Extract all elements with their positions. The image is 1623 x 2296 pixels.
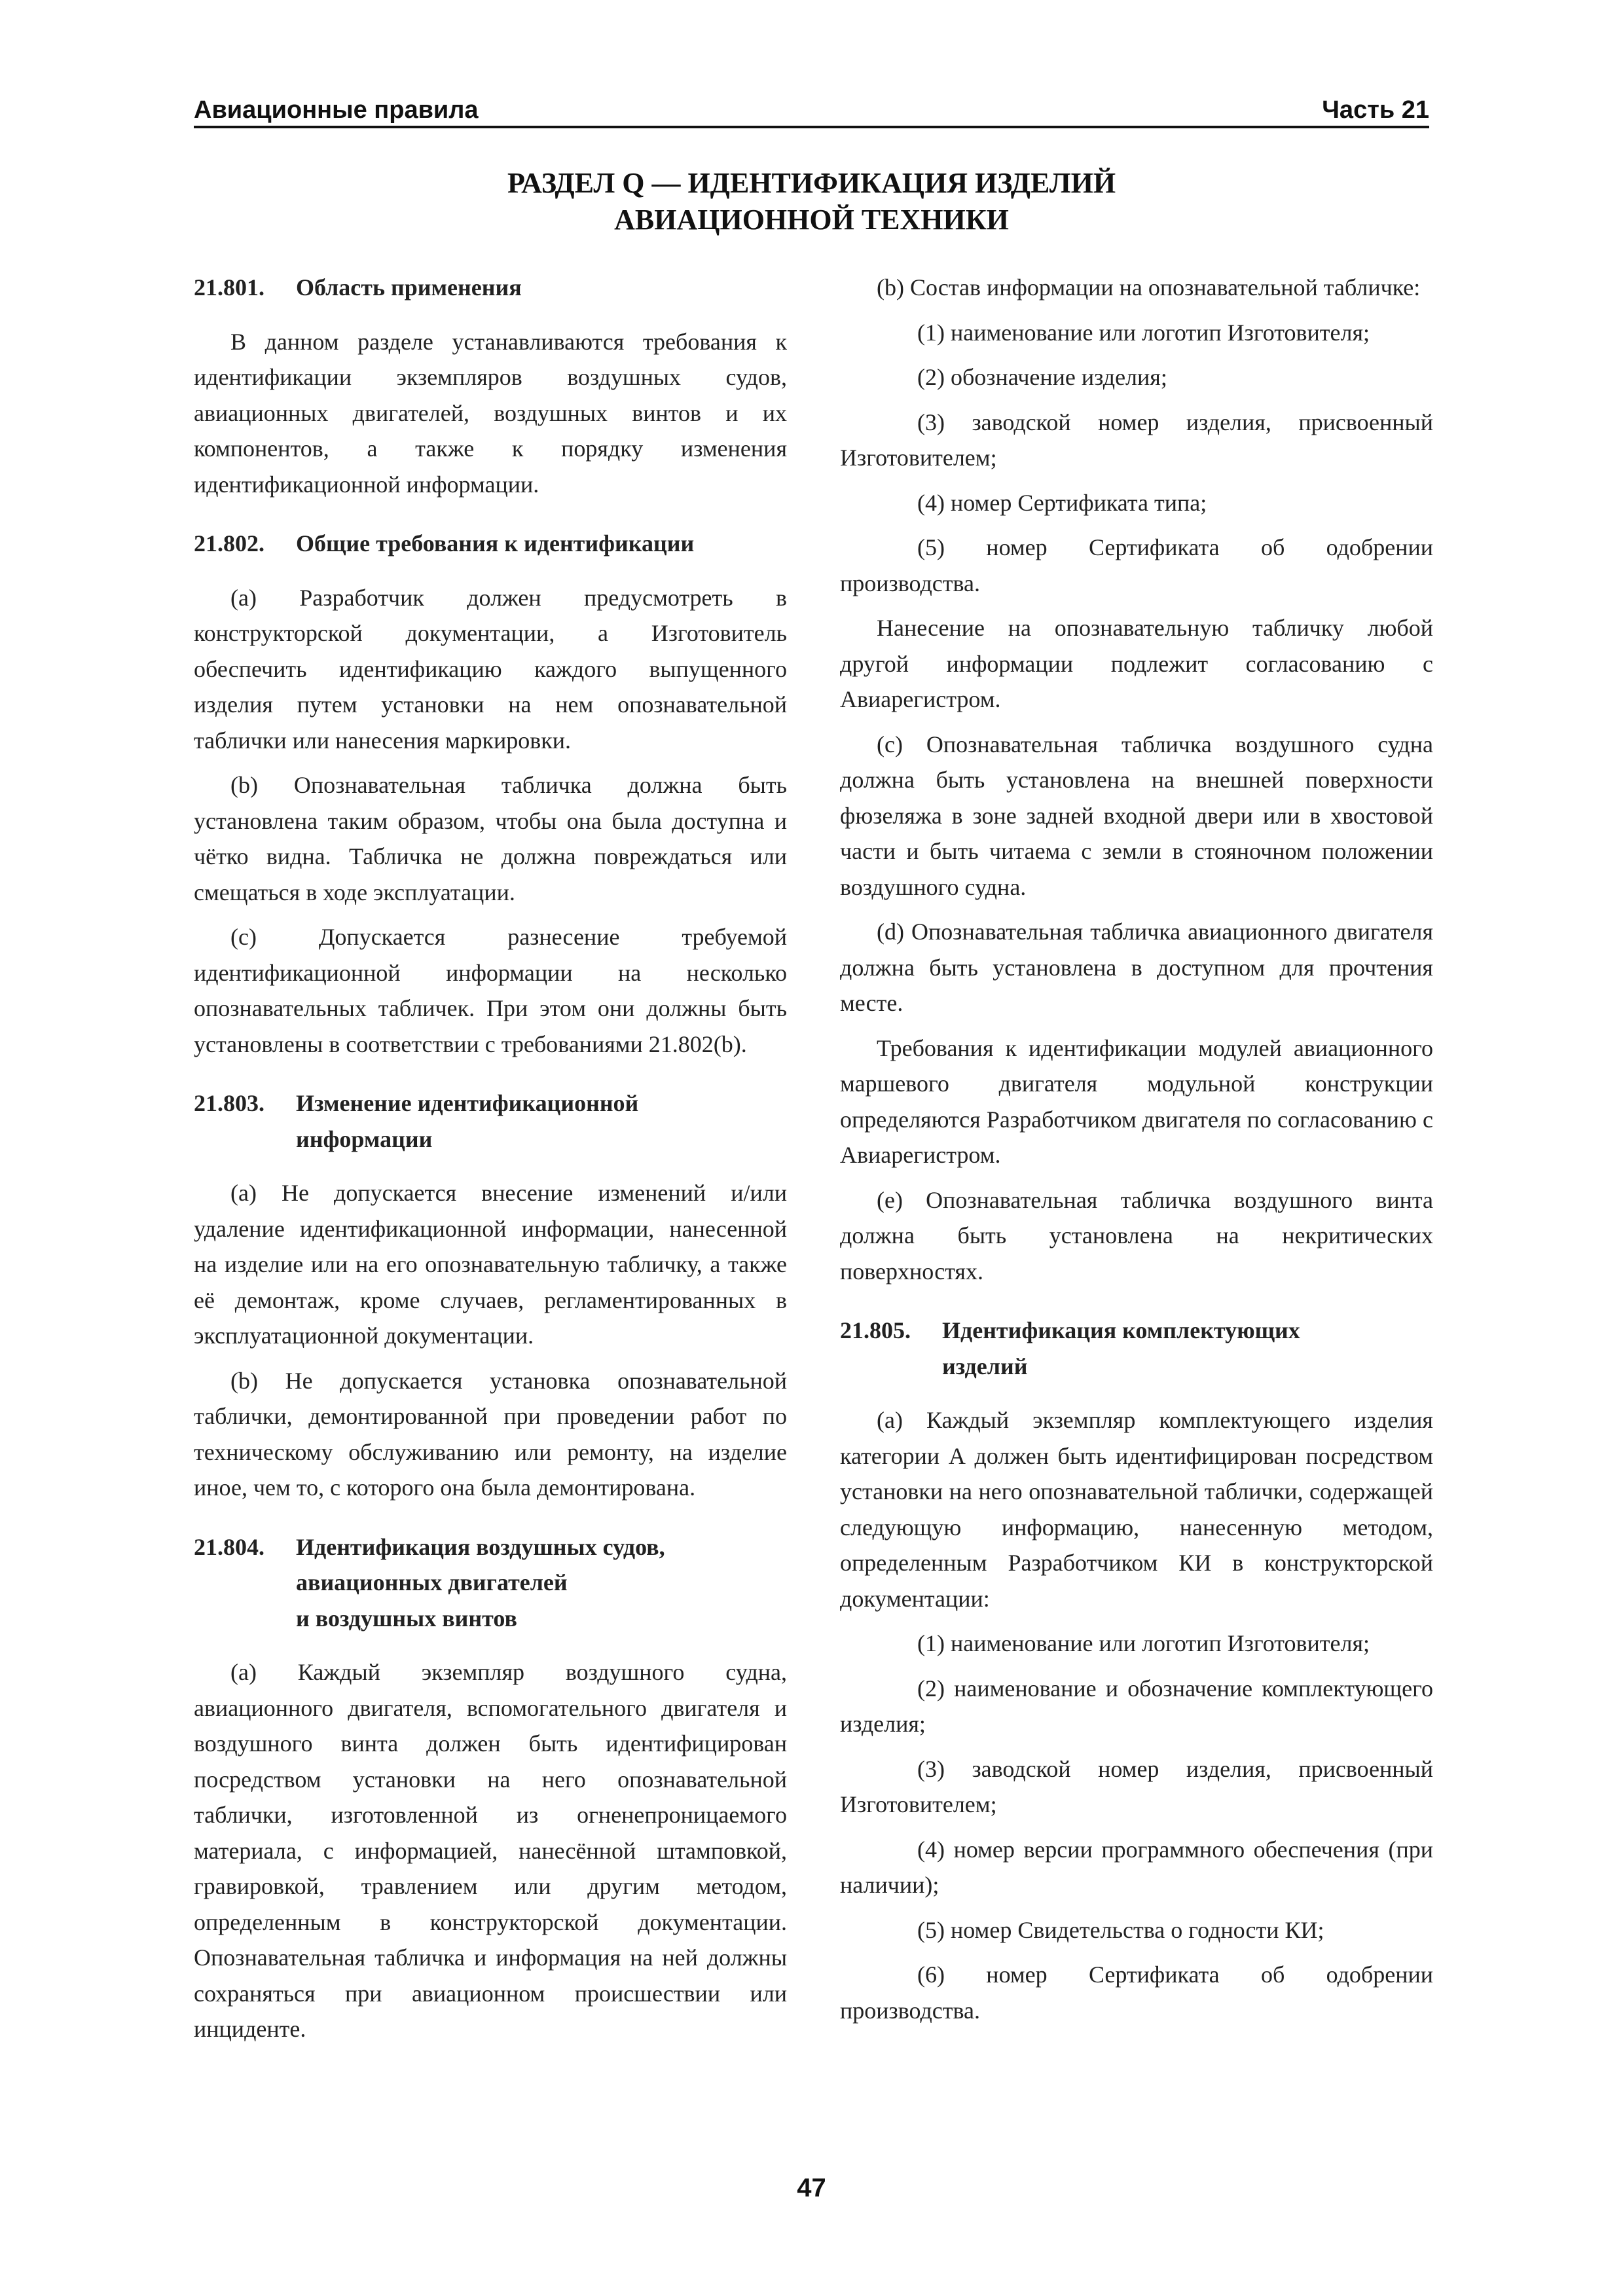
section-title (194, 165, 1429, 238)
paragraph-21-805-a: (a) Каждый экземпляр комплектующего изделия категории А должен быть идентифицирован посредством установки на него опознавательной таблички, содержащей следующую информацию, нанесенную методом, определенным Разработчиком КИ в конструкторской документации: (840, 1407, 1433, 1612)
heading-number: 21.804. (194, 1533, 264, 1560)
heading-21-803 (194, 1085, 787, 1157)
list-item: (4) номер Сертификата типа; (917, 489, 1207, 516)
heading-line: информации (296, 1125, 433, 1152)
heading-text (296, 1085, 787, 1157)
heading-number: 21.803. (194, 1090, 264, 1116)
section-title-line-1: РАЗДЕЛ Q — ИДЕНТИФИКАЦИЯ ИЗДЕЛИЙ (507, 167, 1116, 199)
heading-text: Область применения (296, 274, 522, 301)
paragraph-21-802-c: (c) Допускается разнесение требуемой идентификационной информации на несколько опознавательных табличек. При этом они должны быть установлены в соответствии с требованиями 21.802(b). (194, 924, 787, 1057)
list-item: (1) наименование или логотип Изготовителя; (917, 1630, 1370, 1656)
paragraph-21-804-c: (c) Опознавательная табличка воздушного судна должна быть установлена на внешней поверхности фюзеляжа в зоне задней входной двери или в хвостовой части и быть читаема с земли в стояночном положении воздушного судна. (840, 731, 1433, 900)
list-item: (4) номер версии программного обеспечения (при наличии); (840, 1836, 1433, 1898)
header-divider (194, 126, 1429, 128)
paragraph-21-801: В данном разделе устанавливаются требования к идентификации экземпляров воздушных судов, авиационных двигателей, воздушных винтов и их компонентов, а также к порядку изменения идентификационной информации. (194, 328, 787, 498)
heading-number: 21.802. (194, 530, 264, 556)
heading-number: 21.801. (194, 274, 264, 301)
heading-number: 21.805. (840, 1317, 911, 1343)
list-item: (1) наименование или логотип Изготовителя; (917, 319, 1370, 346)
heading-line: авиационных двигателей (296, 1569, 568, 1595)
paragraph-21-803-a: (a) Не допускается внесение изменений и/или удаление идентификационной информации, нанесенной на изделие или на его опознавательную табличку, а также её демонтаж, кроме случаев, регламентированных в эксплуатационной документации. (194, 1180, 787, 1349)
page-number: 47 (797, 2174, 826, 2202)
heading-line: Идентификация воздушных судов, (296, 1533, 665, 1560)
section-title-line-2: АВИАЦИОННОЙ ТЕХНИКИ (614, 204, 1009, 236)
list-item: (5) номер Свидетельства о годности КИ; (917, 1916, 1324, 1943)
right-column (840, 270, 1433, 2037)
paragraph-21-802-b: (b) Опознавательная табличка должна быть установлена таким образом, чтобы она была доступна и чётко видна. Табличка не должна повреждаться или смещаться в ходе эксплуатации. (194, 772, 787, 905)
paragraph-21-804-b: (b) Состав информации на опознавательной табличке: (877, 274, 1421, 301)
heading-21-804 (194, 1529, 787, 1637)
list-item: (5) номер Сертификата об одобрении производства. (840, 534, 1433, 596)
header-document-title: Авиационные правила (194, 96, 479, 124)
header-part-number: Часть 21 (1322, 96, 1429, 124)
heading-line: изделий (942, 1353, 1028, 1379)
list-item: (2) обозначение изделия; (917, 364, 1167, 390)
heading-line: Изменение идентификационной (296, 1090, 639, 1116)
heading-text: Общие требования к идентификации (296, 530, 695, 556)
heading-21-805 (840, 1313, 1433, 1384)
list-item: (2) наименование и обозначение комплектующего изделия; (840, 1675, 1433, 1737)
heading-21-801 (194, 270, 787, 306)
heading-line: и воздушных винтов (296, 1605, 517, 1631)
paragraph-21-804-d: (d) Опознавательная табличка авиационного двигателя должна быть установлена в доступном для прочтения месте. (840, 919, 1433, 1016)
paragraph-21-804-e: (e) Опознавательная табличка воздушного винта должна быть установлена на некритических поверхностях. (840, 1186, 1433, 1285)
paragraph-21-804-d-note: Требования к идентификации модулей авиационного маршевого двигателя модульной конструкции определяются Разработчиком двигателя по согласованию с Авиарегистром. (840, 1034, 1433, 1168)
heading-text (296, 1529, 787, 1637)
list-item: (6) номер Сертификата об одобрении производства. (840, 1961, 1433, 2024)
paragraph-21-804-a: (a) Каждый экземпляр воздушного судна, авиационного двигателя, вспомогательного двигателя и воздушного винта должен быть идентифицирован посредством установки на него опознавательной таблички, изготовленной из огненепроницаемого материала, с информацией, нанесённой штамповкой, гравировкой, травлением или другим методом, определенным в конструкторской документации. Опознавательная табличка и информация на ней должны сохраняться при авиационном происшествии или инциденте. (194, 1659, 787, 2042)
paragraph-21-802-a: (a) Разработчик должен предусмотреть в конструкторской документации, а Изготовитель обеспечить идентификацию каждого выпущенного изделия путем установки на нем опознавательной таблички или нанесения маркировки. (194, 584, 787, 754)
paragraph-21-803-b: (b) Не допускается установка опознавательной таблички, демонтированной при проведении работ по техническому обслуживанию или ремонту, на изделие иное, чем то, с которого она была демонтирована. (194, 1367, 787, 1501)
list-item: (3) заводской номер изделия, присвоенный Изготовителем; (840, 1755, 1433, 1817)
heading-text (942, 1313, 1433, 1384)
left-column (194, 270, 787, 2056)
heading-line: Идентификация комплектующих (942, 1317, 1300, 1343)
running-header (194, 90, 1429, 124)
heading-21-802 (194, 526, 787, 562)
paragraph-21-804-b-note: Нанесение на опознавательную табличку любой другой информации подлежит согласованию с Авиарегистром. (840, 615, 1433, 712)
list-item: (3) заводской номер изделия, присвоенный Изготовителем; (840, 409, 1433, 471)
